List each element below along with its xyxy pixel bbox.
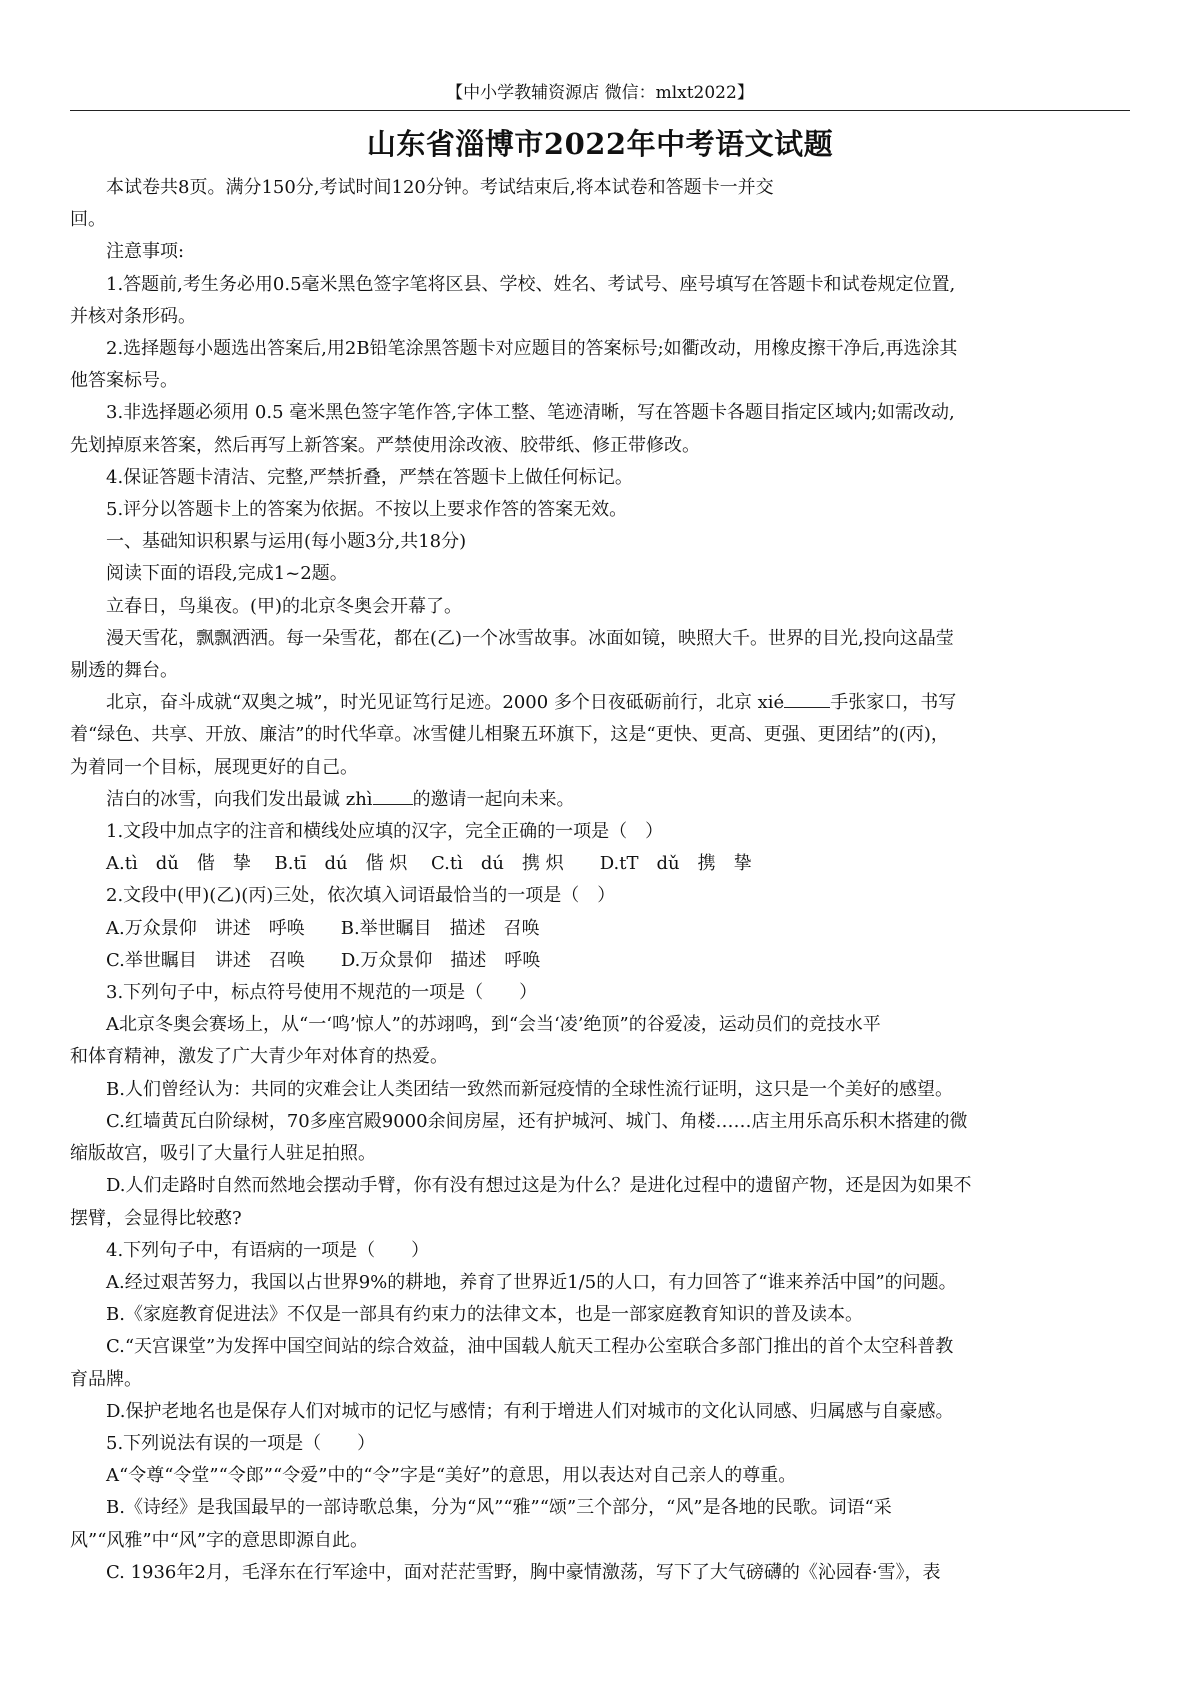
question-1-options: A.tì dǔ 偕 挚 B.tī dú 偕 炽 C.tì dú 携 炽 D.tT dǔ 携 挚: [106, 853, 752, 875]
intro-line-cont: 回。: [70, 209, 106, 231]
question-5-option-b: B.《诗经》是我国最早的一部诗歌总集，分为“风”“雅”“颂”三个部分，“风”是各地的民歌。词语“采: [106, 1497, 892, 1519]
question-4-option-d: D.保护老地名也是保存人们对城市的记忆与感情；有利于增进人们对城市的文化认同感、归属感与自豪感。: [106, 1400, 954, 1422]
question-3-option-a: A北京冬奥会赛场上，从“一‘鸣’惊人”的苏翊鸣，到“会当‘凌’绝顶”的谷爱凌，运动员们的竞技水平: [106, 1014, 881, 1036]
passage-para-3: [70, 687, 1136, 719]
question-3-option-c: C.红墙黄瓦白阶绿树，70多座宫殿9000余间房屋，还有护城河、城门、角楼……店主用乐高乐积木搭建的微: [106, 1110, 968, 1132]
question-4-option-c: C.“天宫课堂”为发挥中国空间站的综合效益，油中国载人航天工程办公室联合多部门推出的首个太空科普教: [106, 1336, 954, 1358]
notice-2-cont: 他答案标号。: [70, 370, 178, 392]
intro-line: 本试卷共8页。满分150分,考试时间120分钟。考试结束后,将本试卷和答题卡一并交: [106, 177, 774, 198]
passage-para-3-cont2: 为着同一个目标，展现更好的自己。: [70, 756, 358, 778]
header-note: 【中小学教辅资源店 微信：mlxt2022】: [446, 83, 754, 103]
question-4: 4.下列句子中，有语病的一项是（ ）: [106, 1239, 430, 1261]
question-5-option-b-cont: 风”“风雅”中“风”字的意思即源自此。: [70, 1529, 369, 1551]
section-heading: 一、基础知识积累与运用(每小题3分,共18分): [106, 531, 467, 553]
question-2-options-cd: C.举世瞩目 讲述 召唤 D.万众景仰 描述 呼唤: [106, 949, 541, 971]
passage-para-2: 漫天雪花，飘飘洒洒。每一朵雪花，都在(乙)一个冰雪故事。冰面如镜，映照大千。世界的目光,投向这晶莹: [106, 627, 954, 649]
header-divider: [70, 110, 1130, 111]
passage-para-4-start: 洁白的冰雪，向我们发出最诚 zhì: [106, 788, 373, 810]
question-2-options-ab: A.万众景仰 讲述 呼唤 B.举世瞩目 描述 召唤: [106, 917, 540, 939]
passage-para-4: [70, 784, 1136, 816]
passage-para-3-cont: 着“绿色、共享、开放、廉洁”的时代华章。冰雪健儿相聚五环旗下，这是“更快、更高、更强、更团结”的(丙)，: [70, 724, 949, 746]
notice-2: 2.选择题每小题选出答案后,用2B铅笔涂黑答题卡对应题目的答案标号;如衢改动，用橡皮擦干净后,再选涂其: [106, 338, 958, 360]
question-2: 2.文段中(甲)(乙)(丙)三处，依次填入词语最恰当的一项是（ ）: [106, 885, 616, 907]
notice-5: 5.评分以答题卡上的答案为依据。不按以上要求作答的答案无效。: [106, 499, 628, 521]
question-3-option-c-cont: 缩版故宫，吸引了大量行人驻足拍照。: [70, 1143, 376, 1165]
passage-para-3-end: 手张家口，书写: [830, 692, 957, 714]
reading-instruction: 阅读下面的语段,完成1~2题。: [106, 563, 348, 585]
passage-para-1: 立春日，鸟巢夜。(甲)的北京冬奥会开幕了。: [106, 595, 463, 617]
question-5-option-a: A“令尊“令堂”“令郎”“令爱”中的“令”字是“美好”的意思，用以表达对自己亲人的尊重。: [106, 1465, 797, 1487]
question-4-option-a: A.经过艰苦努力，我国以占世界9%的耕地，养育了世界近1/5的人口，有力回答了“谁来养活中国”的问题。: [106, 1271, 957, 1293]
question-3-option-d: D.人们走路时自然而然地会摆动手臂，你有没有想过这是为什么？是进化过程中的遗留产物，还是因为如果不: [106, 1175, 972, 1197]
question-4-option-b: B.《家庭教育促进法》不仅是一部具有约束力的法律文本，也是一部家庭教育知识的普及读本。: [106, 1304, 863, 1326]
question-3: 3.下列句子中，标点符号使用不规范的一项是（ ）: [106, 982, 538, 1004]
fill-blank-zhi: [373, 786, 413, 805]
question-3-option-b: B.人们曾经认为：共同的灾难会让人类团结一致然而新冠疫情的全球性流行证明，这只是一个美好的感望。: [106, 1078, 953, 1100]
passage-para-3-start: 北京，奋斗成就“双奥之城”，时光见证笃行足迹。2000 多个日夜砥砺前行，北京 xié: [106, 692, 785, 714]
page-title: 山东省淄博市2022年中考语文试题: [366, 127, 834, 161]
notice-3-cont: 先划掉原来答案，然后再写上新答案。严禁使用涂改液、胶带纸、修正带修改。: [70, 434, 700, 456]
question-4-option-c-cont: 育品牌。: [70, 1368, 142, 1390]
question-1: 1.文段中加点字的注音和横线处应填的汉字，完全正确的一项是（ ）: [106, 821, 664, 843]
notice-heading: 注意事项:: [106, 241, 185, 263]
question-3-option-d-cont: 摆臂，会显得比较憨?: [70, 1207, 242, 1229]
notice-1-cont: 并核对条形码。: [70, 305, 196, 327]
passage-para-4-end: 的邀请一起向未来。: [412, 788, 575, 810]
fill-blank-xie: [784, 689, 830, 708]
exam-body: [70, 172, 1136, 1589]
question-5-option-c: C. 1936年2月，毛泽东在行军途中，面对茫茫雪野，胸中豪情激荡，写下了大气磅礴的《沁园春·雪》，表: [106, 1561, 941, 1583]
notice-4: 4.保证答题卡清洁、完整,严禁折叠，严禁在答题卡上做任何标记。: [106, 466, 633, 488]
notice-1: 1.答题前,考生务必用0.5毫米黑色签字笔将区县、学校、姓名、考试号、座号填写在答题卡和试卷规定位置,: [106, 273, 956, 295]
notice-3: 3.非选择题必须用 0.5 毫米黑色签字笔作答,字体工整、笔迹清晰，写在答题卡各题目指定区域内;如需改动,: [106, 402, 955, 424]
passage-para-2-cont: 剔透的舞台。: [70, 660, 178, 682]
question-3-option-a-cont: 和体育精神，激发了广大青少年对体育的热爱。: [70, 1046, 448, 1068]
question-5: 5.下列说法有误的一项是（ ）: [106, 1432, 376, 1454]
